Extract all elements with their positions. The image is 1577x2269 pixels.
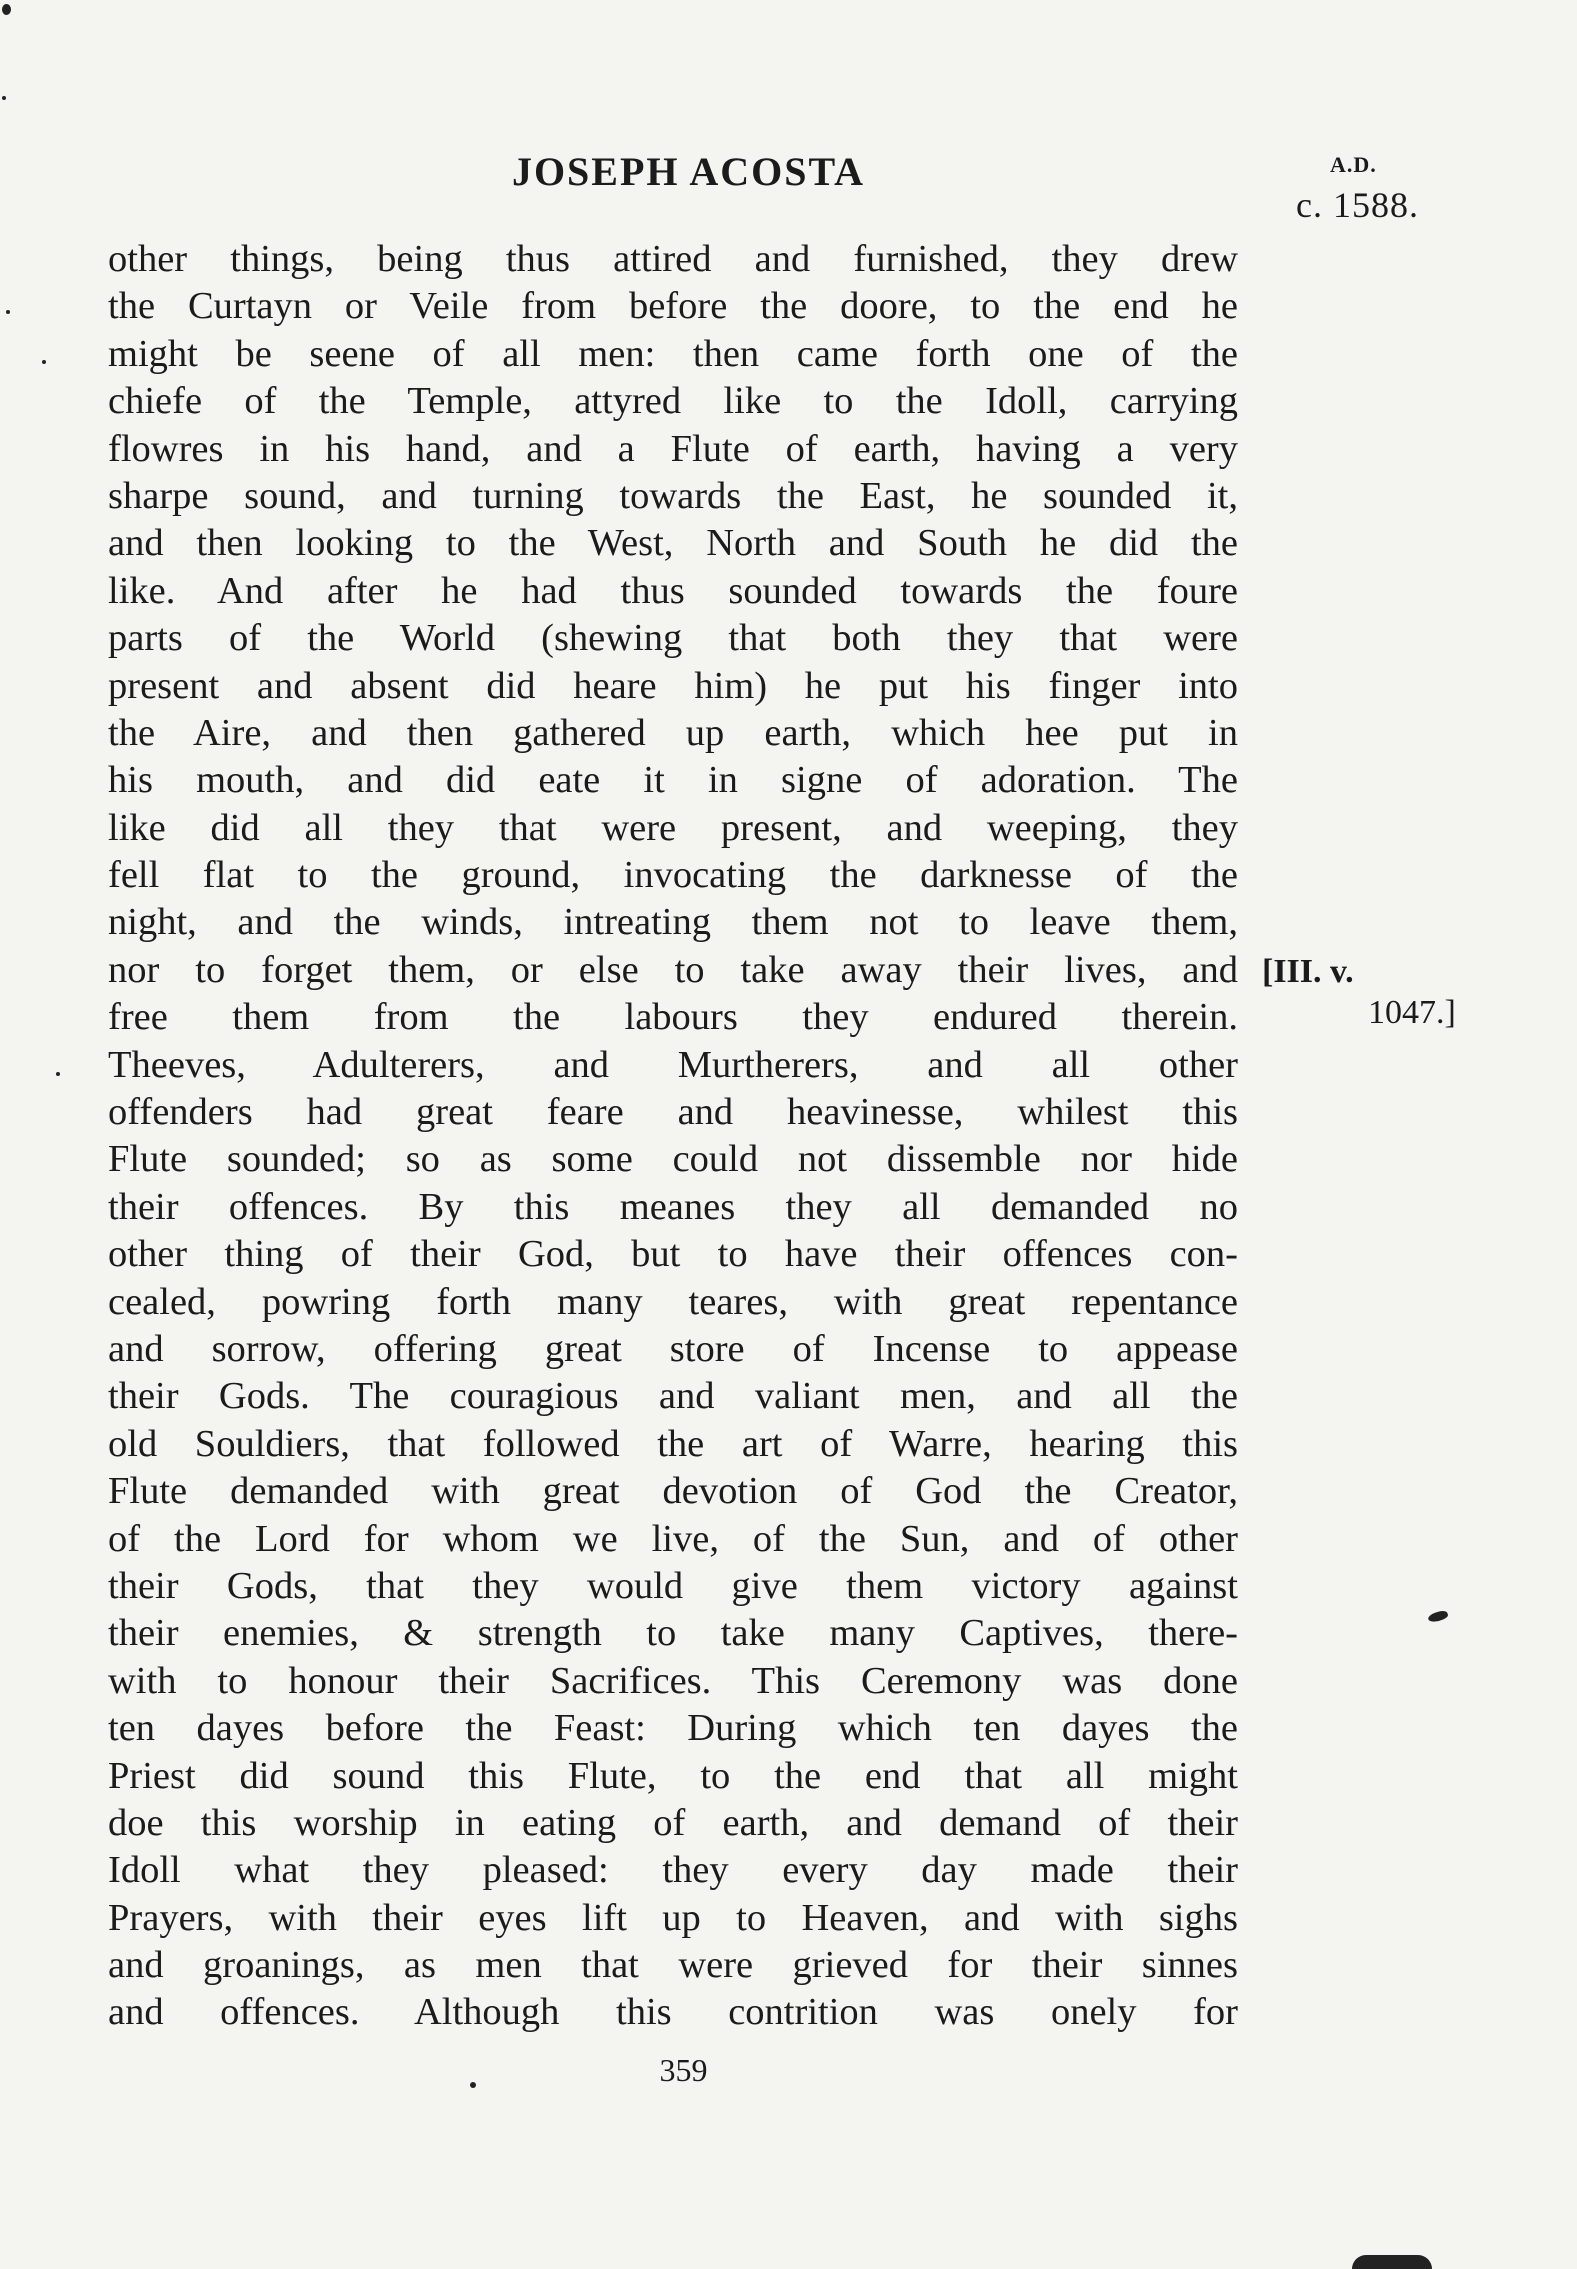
body-text [108, 236, 1238, 2037]
text-line: his mouth, and did eate it in signe of adoration. The [108, 759, 1238, 802]
text-line: nor to forget them, or else to take away their lives, and [108, 948, 1238, 991]
ink-speck [2, 96, 6, 100]
date-year: c. 1588. [1296, 185, 1419, 225]
date-era: A.D. [1330, 152, 1377, 177]
text-line: sharpe sound, and turning towards the East, he sounded it, [108, 474, 1238, 517]
text-line: of the Lord for whom we live, of the Sun, and of other [108, 1517, 1238, 1560]
text-line: with to honour their Sacrifices. This Ceremony was done [108, 1659, 1238, 1702]
text-line: Priest did sound this Flute, to the end that all might [108, 1754, 1238, 1797]
text-line: and offences. Although this contrition was onely for [108, 1991, 1238, 2034]
text-line: present and absent did heare him) he put his finger into [108, 664, 1238, 707]
text-line: cealed, powring forth many teares, with great repentance [108, 1280, 1238, 1323]
text-line: old Souldiers, that followed the art of Warre, hearing this [108, 1422, 1238, 1465]
text-line: Theeves, Adulterers, and Murtherers, and all other [108, 1043, 1238, 1086]
text-line: night, and the winds, intreating them not to leave them, [108, 901, 1238, 944]
text-line: chiefe of the Temple, attyred like to the Idoll, carrying [108, 380, 1238, 423]
text-line: their Gods, that they would give them victory against [108, 1564, 1238, 1607]
text-line: their Gods. The couragious and valiant men, and all the [108, 1375, 1238, 1418]
text-line: Flute sounded; so as some could not dissemble nor hide [108, 1138, 1238, 1181]
text-line: ten dayes before the Feast: During which ten dayes the [108, 1707, 1238, 1750]
text-line: Idoll what they pleased: they every day made their [108, 1849, 1238, 1892]
text-line: their enemies, & strength to take many Captives, there- [108, 1612, 1238, 1655]
text-line: might be seene of all men: then came forth one of the [108, 332, 1238, 375]
text-line: like. And after he had thus sounded towards the foure [108, 569, 1238, 612]
text-line: the Curtayn or Veile from before the doore, to the end he [108, 285, 1238, 328]
ink-speck [42, 360, 46, 364]
text-line: Flute demanded with great devotion of God the Creator, [108, 1470, 1238, 1513]
ink-speck [2, 4, 11, 15]
margin-reference-volume: [III. v. [1262, 953, 1354, 990]
ink-speck [6, 310, 10, 314]
text-line: their offences. By this meanes they all demanded no [108, 1185, 1238, 1228]
ink-speck [56, 1072, 60, 1076]
running-head: JOSEPH ACOSTA [511, 149, 866, 194]
margin-reference-page: 1047.] [1368, 994, 1456, 1031]
text-line: and then looking to the West, North and South he did the [108, 522, 1238, 565]
ink-speck [1352, 2255, 1432, 2269]
text-line: parts of the World (shewing that both they that were [108, 617, 1238, 660]
ink-speck [470, 2082, 476, 2088]
text-line: doe this worship in eating of earth, and demand of their [108, 1801, 1238, 1844]
text-line: free them from the labours they endured therein. [108, 996, 1238, 1039]
text-line: other thing of their God, but to have their offences con- [108, 1233, 1238, 1276]
text-line: and sorrow, offering great store of Incense to appease [108, 1327, 1238, 1370]
text-line: the Aire, and then gathered up earth, which hee put in [108, 711, 1238, 754]
text-line: offenders had great feare and heavinesse, whilest this [108, 1091, 1238, 1134]
text-line: and groanings, as men that were grieved for their sinnes [108, 1944, 1238, 1987]
text-line: flowres in his hand, and a Flute of earth, having a very [108, 427, 1238, 470]
ink-speck [1427, 1609, 1449, 1624]
text-line: other things, being thus attired and furnished, they drew [108, 238, 1238, 280]
text-line: Prayers, with their eyes lift up to Heaven, and with sighs [108, 1896, 1238, 1939]
text-line: fell flat to the ground, invocating the darknesse of the [108, 854, 1238, 897]
page-number: 359 [659, 2052, 708, 2088]
text-line: like did all they that were present, and weeping, they [108, 806, 1238, 849]
